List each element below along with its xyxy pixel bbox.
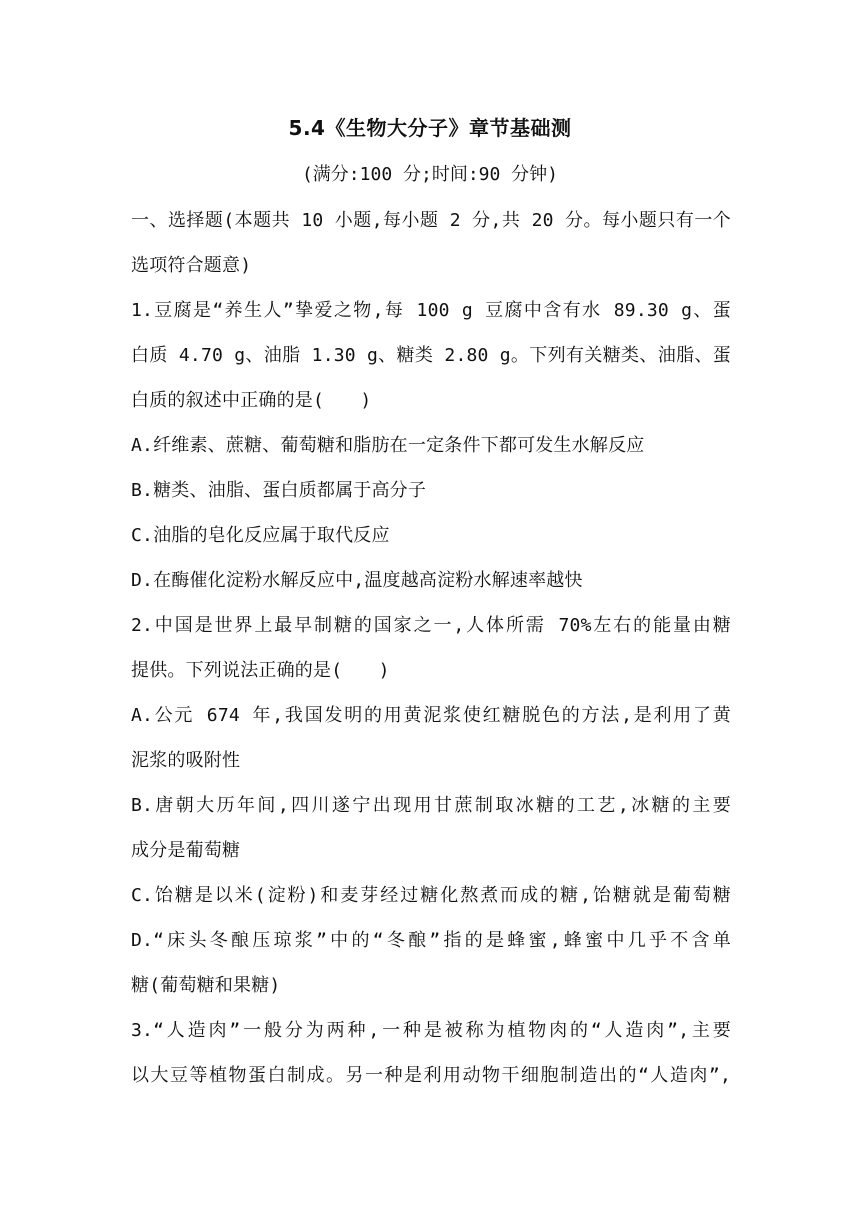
document-subtitle: (满分:100 分;时间:90 分钟) <box>301 164 559 185</box>
question-1-option-a: A.纤维素、蔗糖、葡萄糖和脂肪在一定条件下都可发生水解反应 <box>131 435 645 456</box>
section-heading: 一、选择题(本题共 10 小题,每小题 2 分,共 20 分。每小题只有一个 <box>131 210 731 231</box>
question-1-stem: 1.豆腐是“养生人”挚爱之物,每 100 g 豆腐中含有水 89.30 g、蛋 <box>131 300 731 321</box>
question-1-stem: 白质 4.70 g、油脂 1.30 g、糖类 2.80 g。下列有关糖类、油脂、蛋 <box>131 345 731 366</box>
question-1-option-c: C.油脂的皂化反应属于取代反应 <box>131 525 390 546</box>
question-2-stem: 提供。下列说法正确的是( ) <box>131 660 390 681</box>
question-2-option-b-continued: 成分是葡萄糖 <box>131 840 241 861</box>
question-2-option-a: A.公元 674 年,我国发明的用黄泥浆使红糖脱色的方法,是利用了黄 <box>131 705 731 726</box>
question-3-stem: 以大豆等植物蛋白制成。另一种是利用动物干细胞制造出的“人造肉”, <box>131 1065 731 1086</box>
question-3-stem: 3.“人造肉”一般分为两种,一种是被称为植物肉的“人造肉”,主要 <box>131 1020 731 1041</box>
question-2-option-d: D.“床头冬酿压琼浆”中的“冬酿”指的是蜂蜜,蜂蜜中几乎不含单 <box>131 930 731 951</box>
question-2-stem: 2.中国是世界上最早制糖的国家之一,人体所需 70%左右的能量由糖 <box>131 615 731 636</box>
question-1-stem: 白质的叙述中正确的是( ) <box>131 390 372 411</box>
question-2-option-a-continued: 泥浆的吸附性 <box>131 750 241 771</box>
question-2-option-b: B.唐朝大历年间,四川遂宁出现用甘蔗制取冰糖的工艺,冰糖的主要 <box>131 795 731 816</box>
question-2-option-d-continued: 糖(葡萄糖和果糖) <box>131 975 281 996</box>
question-1-option-b: B.糖类、油脂、蛋白质都属于高分子 <box>131 480 427 501</box>
question-1-option-d: D.在酶催化淀粉水解反应中,温度越高淀粉水解速率越快 <box>131 570 583 591</box>
question-2-option-c: C.饴糖是以米(淀粉)和麦芽经过糖化熬煮而成的糖,饴糖就是葡萄糖 <box>131 885 731 906</box>
document-title: 5.4《生物大分子》章节基础测 <box>288 116 572 140</box>
section-heading-continued: 选项符合题意) <box>131 255 252 276</box>
